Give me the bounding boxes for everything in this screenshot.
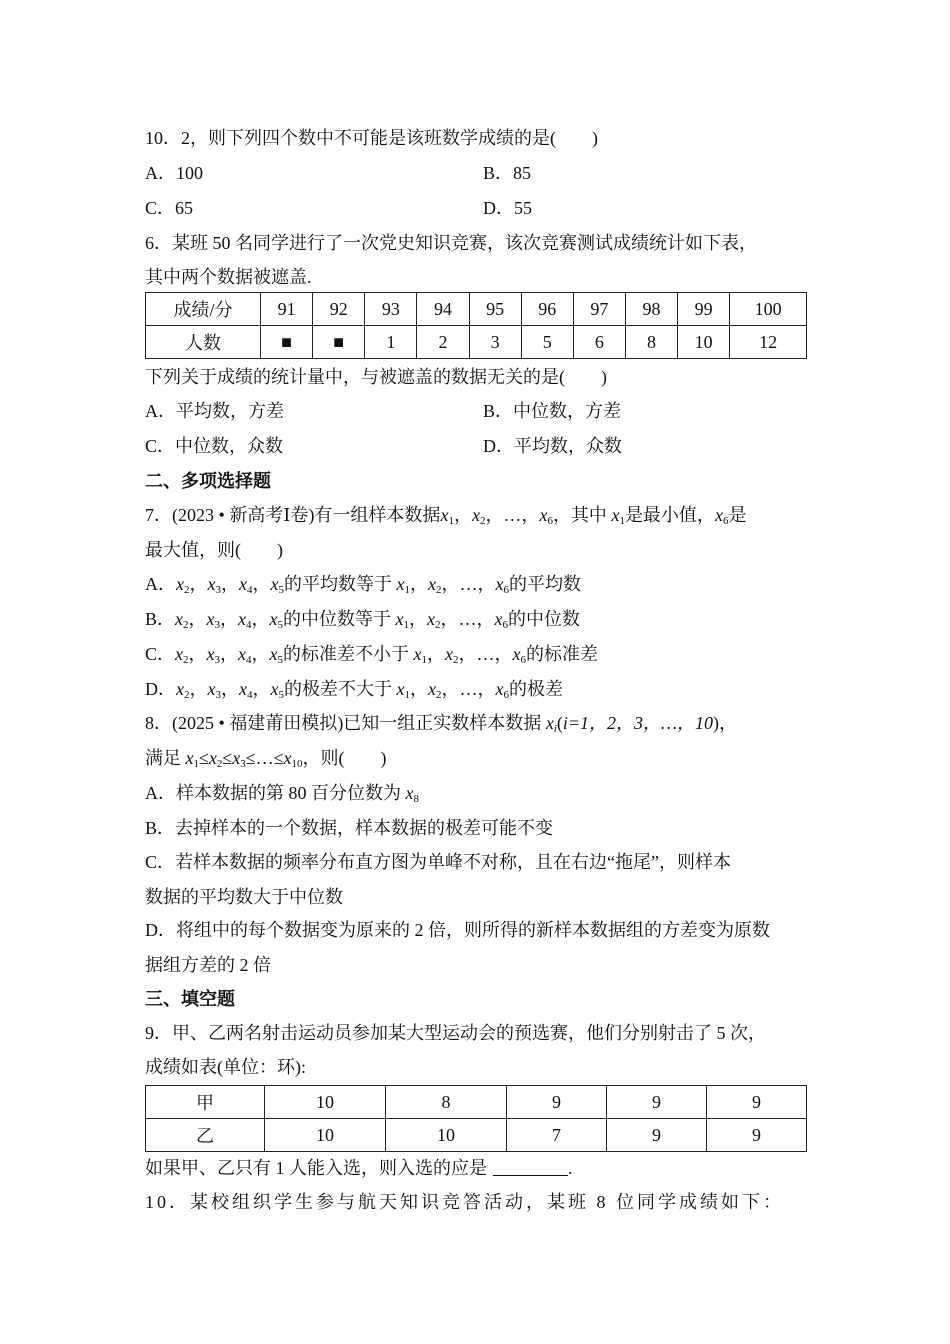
table-row xyxy=(146,1086,807,1119)
table-cell: 8 xyxy=(625,326,677,359)
q5-option-d: D．55 xyxy=(483,198,532,218)
table-cell: 10 xyxy=(678,326,730,359)
table-cell: 9 xyxy=(707,1086,807,1119)
q7-option-b-end: 的中位数 xyxy=(508,609,581,629)
section-title-fill-in: 三、填空题 xyxy=(145,989,235,1009)
table-cell: 9 xyxy=(707,1119,807,1152)
table-cell: 10 xyxy=(265,1119,386,1152)
q9-line1: 9．甲、乙两名射击运动员参加某大型运动会的预选赛，他们分别射击了 5 次， xyxy=(145,1023,766,1043)
table-cell: 2 xyxy=(417,326,469,359)
q7-option-a: A．$x_2$，$x_3$，$x_4$，$x_5$的平均数等于 $x_1$，$x_2$，…，$x_6$的平均数 xyxy=(145,574,581,596)
q8-option-d-line1: D．将组中的每个数据变为原来的 2 倍，则所得的新样本数据组的方差变为原数 xyxy=(145,920,770,940)
table-cell: 10 xyxy=(265,1086,386,1119)
table-cell: 95 xyxy=(469,293,521,326)
table-header-cell: 成绩/分 xyxy=(146,293,261,326)
table-cell: 98 xyxy=(625,293,677,326)
q8-line2-end: ，则( ) xyxy=(302,748,387,768)
q6-option-d: D．平均数，众数 xyxy=(483,436,622,456)
table-cell: 94 xyxy=(417,293,469,326)
q7-max-text: 是 xyxy=(728,505,747,525)
q7-option-d-text: 的极差不大于 xyxy=(284,679,392,699)
table-cell: ■ xyxy=(313,326,365,359)
table-cell: 7 xyxy=(507,1119,607,1152)
table-cell: 93 xyxy=(365,293,417,326)
table-cell: 99 xyxy=(678,293,730,326)
q6-option-b: B．中位数，方差 xyxy=(483,401,622,421)
q8-line2-start: 满足 xyxy=(145,748,181,768)
table-cell: 100 xyxy=(730,293,807,326)
q6-option-c: C．中位数，众数 xyxy=(145,436,284,456)
table-cell: 97 xyxy=(573,293,625,326)
table-cell: 96 xyxy=(521,293,573,326)
table-header-cell: 人数 xyxy=(146,326,261,359)
table-row xyxy=(146,293,807,326)
table-cell: 3 xyxy=(469,326,521,359)
table-header-cell: 甲 xyxy=(146,1086,265,1119)
answer-blank[interactable] xyxy=(493,1161,568,1176)
q6-question: 下列关于成绩的统计量中，与被遮盖的数据无关的是( ) xyxy=(145,367,607,387)
q9-question-text: 如果甲、乙只有 1 人能入选，则入选的应是 xyxy=(145,1158,487,1178)
table-cell: 6 xyxy=(573,326,625,359)
table-row xyxy=(146,1119,807,1152)
q8-option-c-line2: 数据的平均数大于中位数 xyxy=(145,887,343,907)
q8-range-text: i=1，2，3，…，10 xyxy=(562,713,714,733)
q7-line1-text: )有一组样本数据 xyxy=(308,505,441,525)
q8-source: 福建莆田模拟 xyxy=(229,713,338,733)
table-cell: 10 xyxy=(386,1119,507,1152)
q5-option-c: C．65 xyxy=(145,198,194,218)
q8-line1-text: )已知一组正实数样本数据 xyxy=(337,713,542,733)
q9-line2: 成绩如表(单位：环): xyxy=(145,1057,306,1077)
q7-option-b: B．$x_2$，$x_3$，$x_4$，$x_5$的中位数等于 $x_1$，$x_2$，…，$x_6$的中位数 xyxy=(145,609,581,631)
q10-line1: 10．某校组织学生参与航天知识竞答活动，某班 8 位同学成绩如下： xyxy=(145,1192,784,1212)
table-cell: 91 xyxy=(261,293,313,326)
table-cell: 92 xyxy=(313,293,365,326)
q8-prefix: 8．(2025 xyxy=(145,713,214,733)
table-row xyxy=(146,326,807,359)
q7-option-a-text: 的平均数等于 xyxy=(284,574,392,594)
table-cell: 9 xyxy=(507,1086,607,1119)
q6-option-a: A．平均数，方差 xyxy=(145,401,284,421)
q8-option-b: B．去掉样本的一个数据，样本数据的极差可能不变 xyxy=(145,818,554,838)
q7-source: 新高考Ⅰ卷 xyxy=(229,505,309,525)
table-cell: 12 xyxy=(730,326,807,359)
q7-option-a-end: 的平均数 xyxy=(509,574,581,594)
q5-option-b: B．85 xyxy=(483,163,532,183)
q7-option-d-end: 的极差 xyxy=(509,679,563,699)
q8-line2: 满足 $x_1\le x_2\le x_3\le\dots\le x_{10}$，则( ) xyxy=(145,748,387,770)
section-title-multi-choice: 二、多项选择题 xyxy=(145,471,271,491)
q6-line2: 其中两个数据被遮盖. xyxy=(145,267,312,287)
q8-option-c-line1: C．若样本数据的频率分布直方图为单峰不对称，且在右边“拖尾”，则样本 xyxy=(145,852,731,872)
q8-option-a: A．样本数据的第 80 百分位数为 $x_8$ xyxy=(145,783,419,805)
q7-prefix: 7．(2023 xyxy=(145,505,214,525)
q7-option-d: D．$x_2$，$x_3$，$x_4$，$x_5$的极差不大于 $x_1$，$x_2$，…，$x_6$的极差 xyxy=(145,679,563,701)
table-header-cell: 乙 xyxy=(146,1119,265,1152)
table-cell: 9 xyxy=(607,1119,707,1152)
q5-option-a: A．100 xyxy=(145,163,203,183)
table-cell: 8 xyxy=(386,1086,507,1119)
q8-option-a-text: A．样本数据的第 80 百分位数为 xyxy=(145,783,401,803)
q7-option-c-text: 的标准差不小于 xyxy=(283,644,410,664)
q7-line1: 7．(2023 • 新高考Ⅰ卷)有一组样本数据$x_1$，$x_2$，…，$x_6$，其中 $x_1$是最小值，$x_6$是 xyxy=(145,505,747,527)
table-cell: 9 xyxy=(607,1086,707,1119)
q7-option-c: C．$x_2$，$x_3$，$x_4$，$x_5$的标准差不小于 $x_1$，$x_2$，…，$x_6$的标准差 xyxy=(145,644,599,666)
q6-score-table xyxy=(145,292,807,359)
q7-option-c-end: 的标准差 xyxy=(526,644,599,664)
q7-min-text: 是最小值， xyxy=(624,505,715,525)
q9-score-table xyxy=(145,1085,807,1152)
q6-line1: 6．某班 50 名同学进行了一次党史知识竞赛，该次竞赛测试成绩统计如下表， xyxy=(145,233,757,253)
q5-tail-text: 10．2，则下列四个数中不可能是该班数学成绩的是( ) xyxy=(145,128,598,148)
table-cell: 1 xyxy=(365,326,417,359)
table-cell: ■ xyxy=(261,326,313,359)
table-cell: 5 xyxy=(521,326,573,359)
q7-option-b-text: 的中位数等于 xyxy=(283,609,392,629)
q9-question: 如果甲、乙只有 1 人能入选，则入选的应是 . xyxy=(145,1158,573,1178)
q8-line1: 8．(2025 • 福建莆田模拟)已知一组正实数样本数据 $x_i(i=1$，2，3，…，10)， xyxy=(145,713,738,735)
q7-line2: 最大值，则( ) xyxy=(145,540,283,560)
q8-option-d-line2: 据组方差的 2 倍 xyxy=(145,955,271,975)
